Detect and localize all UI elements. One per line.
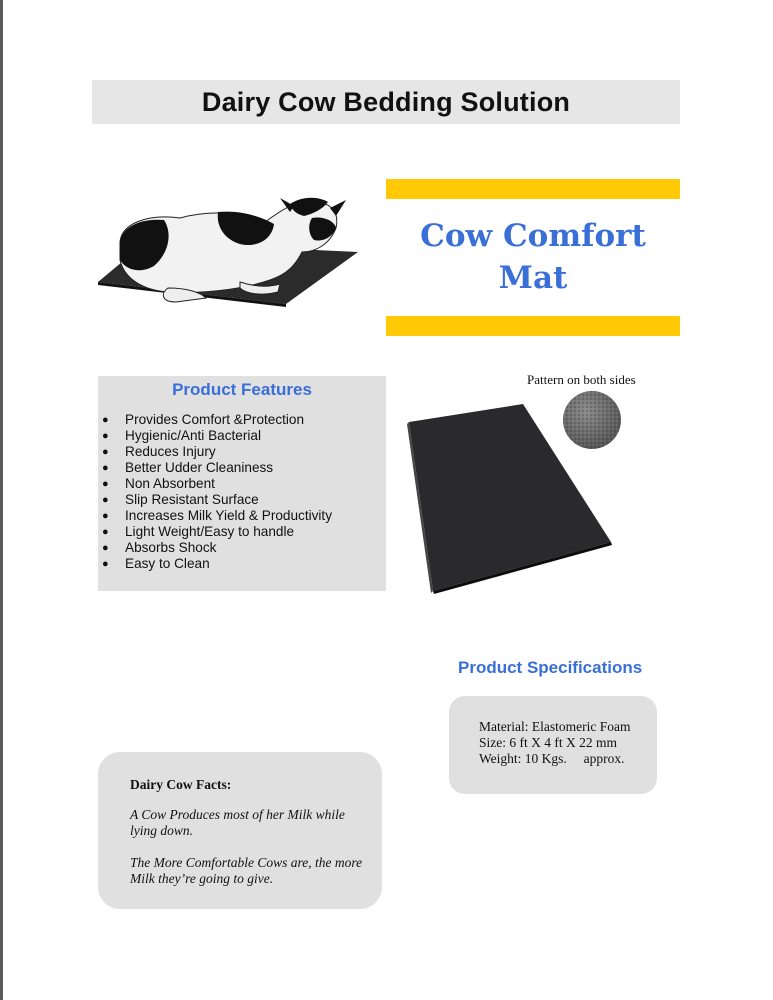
features-heading: Product Features — [172, 380, 312, 399]
bullet-icon: ● — [102, 510, 109, 522]
product-name — [386, 215, 680, 299]
specifications-heading: Product Specifications — [458, 658, 643, 677]
page-title: Dairy Cow Bedding Solution — [201, 86, 571, 117]
fact-1: A Cow Produces most of her Milk while lying down. — [130, 807, 345, 838]
bullet-icon: ● — [102, 558, 109, 570]
features-list — [98, 412, 386, 572]
bullet-icon: ● — [102, 526, 109, 538]
fact-2: The More Comfortable Cows are, the more Milk they’re going to give. — [130, 855, 363, 886]
spec-material: Material: Elastomeric Foam — [479, 719, 631, 734]
feature-item: ● Reduces Injury — [102, 444, 216, 459]
bullet-icon: ● — [102, 478, 109, 490]
feature-item: ● Better Udder Cleaniness — [102, 460, 274, 475]
pattern-label: Pattern on both sides — [527, 372, 636, 387]
feature-item: ● Increases Milk Yield & Productivity — [102, 508, 333, 523]
feature-item: ● Hygienic/Anti Bacterial — [102, 428, 261, 443]
feature-item: ● Non Absorbent — [102, 476, 215, 491]
bullet-icon: ● — [102, 462, 109, 474]
spec-weight: Weight: 10 Kgs. approx. — [479, 751, 625, 766]
bullet-icon: ● — [102, 430, 109, 442]
bullet-icon: ● — [102, 494, 109, 506]
dairy-cow-facts-box — [98, 752, 382, 909]
feature-item: ● Light Weight/Easy to handle — [102, 524, 295, 539]
product-name-line1: Cow Comfort — [420, 218, 646, 254]
facts-title: Dairy Cow Facts: — [130, 777, 232, 792]
feature-item: ● Slip Resistant Surface — [102, 492, 259, 507]
yellow-divider-top — [386, 179, 680, 199]
feature-item: ● Provides Comfort &Protection — [102, 412, 305, 427]
feature-item: ● Easy to Clean — [102, 556, 210, 571]
page-left-border — [0, 0, 3, 1000]
spec-size: Size: 6 ft X 4 ft X 22 mm — [479, 735, 617, 750]
bullet-icon: ● — [102, 542, 109, 554]
feature-item: ● Absorbs Shock — [102, 540, 217, 555]
specifications-box — [449, 696, 657, 794]
cow-on-mat-image — [90, 170, 360, 310]
yellow-divider-bottom — [386, 316, 680, 336]
product-features-box — [98, 376, 386, 591]
title-bar — [92, 80, 680, 124]
product-name-line2: Mat — [498, 260, 568, 296]
bullet-icon: ● — [102, 446, 109, 458]
rubber-mat-image — [405, 400, 615, 595]
bullet-icon: ● — [102, 414, 109, 426]
